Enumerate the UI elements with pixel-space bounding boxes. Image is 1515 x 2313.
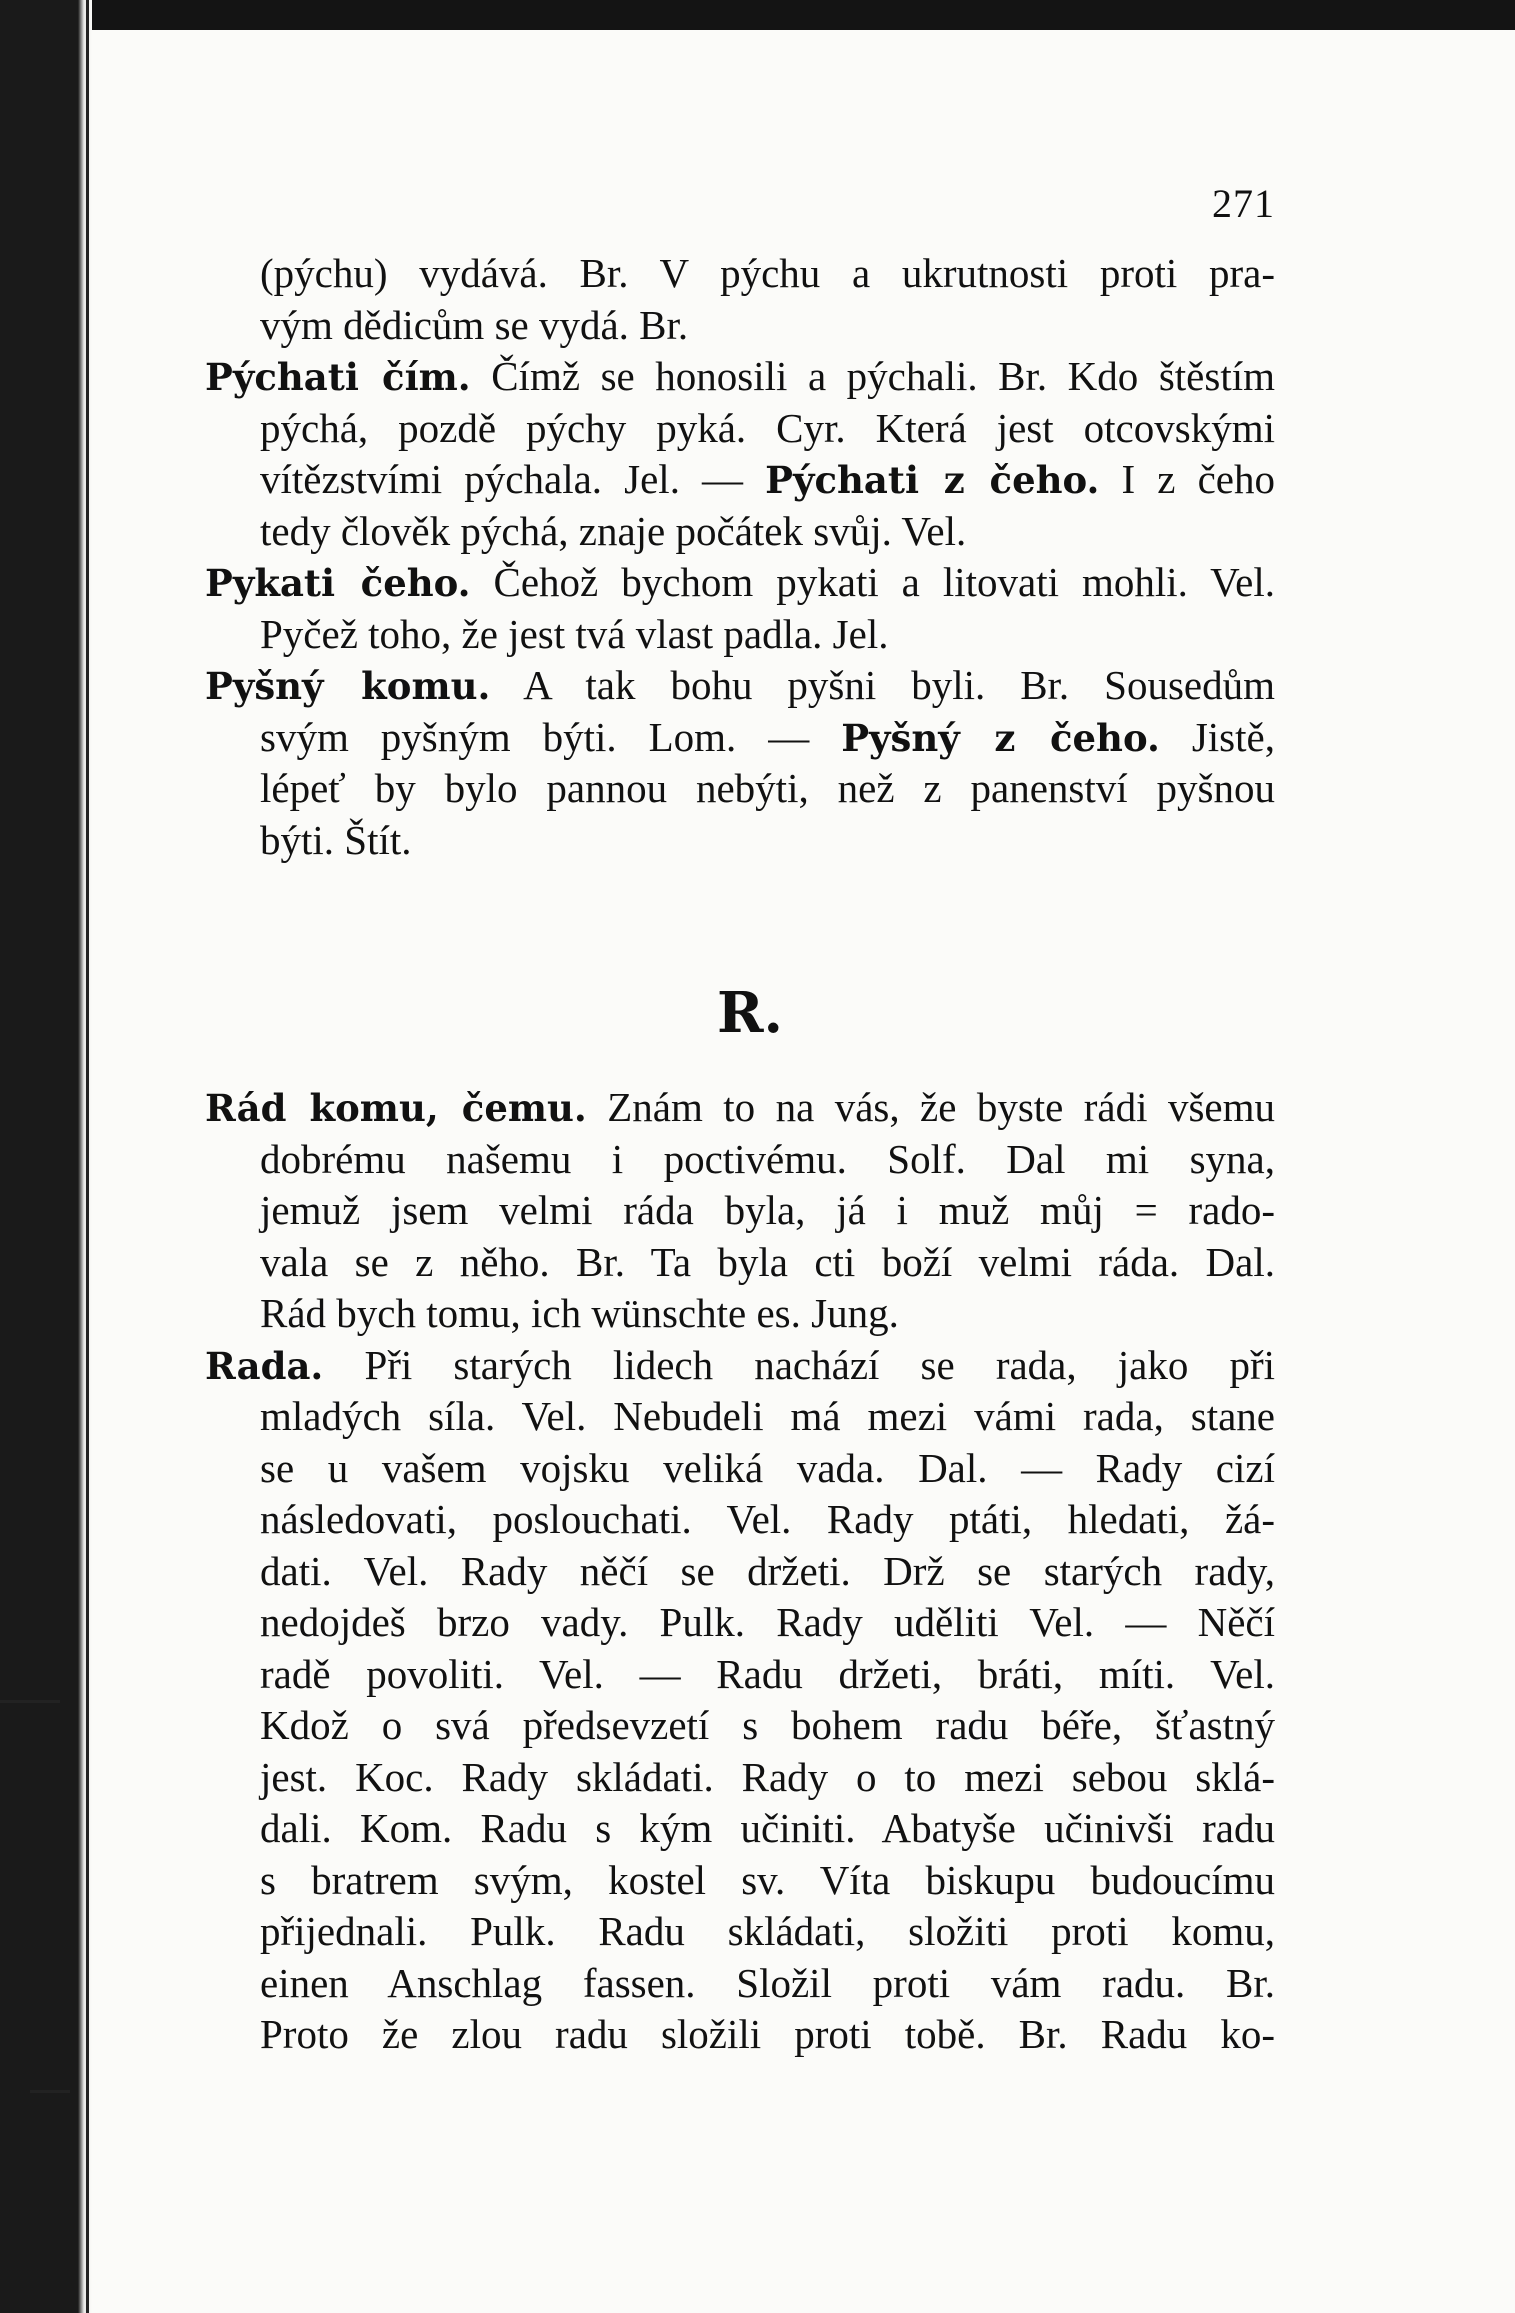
- text-line: [205, 1134, 1275, 1186]
- entry-headword: Pýchati z čeho.: [765, 458, 1100, 502]
- text-line: [205, 1855, 1275, 1907]
- text-run: býti. Štít.: [260, 816, 412, 863]
- text-run: Čímž se honosili a pýchali. Br. Kdo štěstím: [470, 353, 1275, 399]
- text-run: radě povoliti. Vel. — Radu držeti, bráti, míti. Vel.: [260, 1650, 1275, 1697]
- text-run: lépeť by bylo pannou nebýti, než z panenství pyšnou: [260, 765, 1275, 811]
- text-run: dobrému našemu i poctivému. Solf. Dal mi syna,: [260, 1135, 1275, 1182]
- text-line: [205, 1546, 1275, 1598]
- text-line: [205, 2009, 1275, 2061]
- text-line: [205, 660, 1275, 712]
- text-line: [205, 1340, 1275, 1392]
- text-line: [205, 403, 1275, 455]
- entries-p: [205, 248, 1275, 866]
- text-line: [205, 609, 1275, 661]
- text-run: jest. Koc. Rady skládati. Rady o to mezi sebou sklá-: [260, 1753, 1275, 1800]
- text-run: svým pyšným býti. Lom. —: [260, 713, 842, 760]
- entry-headword: Pyšný z čeho.: [841, 715, 1160, 760]
- text-line: [205, 1906, 1275, 1958]
- text-run: Rád bych tomu, ich wünschte es. Jung.: [260, 1290, 899, 1336]
- text-line: [205, 1443, 1275, 1495]
- text-run: se u vašem vojsku veliká vada. Dal. — Rady cizí: [260, 1444, 1275, 1491]
- text-line: [205, 506, 1275, 558]
- entry-headword: Rada.: [205, 1343, 324, 1388]
- text-line: [205, 763, 1275, 815]
- text-run: následovati, poslouchati. Vel. Rady ptáti, hledati, žá-: [260, 1496, 1275, 1542]
- text-line: [205, 1391, 1275, 1443]
- text-run: s bratrem svým, kostel sv. Víta biskupu budoucímu: [260, 1856, 1275, 1903]
- text-line: [205, 454, 1275, 506]
- entry-headword: Pýchati čím.: [205, 355, 471, 399]
- binding-edge: [86, 0, 89, 2313]
- entry-headword: Pykati čeho.: [205, 561, 471, 605]
- text-run: vala se z něho. Br. Ta byla cti boží velmi ráda. Dal.: [260, 1238, 1275, 1285]
- text-run: vým dědicům se vydá. Br.: [260, 301, 689, 348]
- text-run: (pýchu) vydává. Br. V pýchu a ukrutnosti proti pra-: [260, 250, 1275, 296]
- entry-headword: Pyšný komu.: [205, 664, 491, 708]
- edge-mark: [30, 2090, 70, 2093]
- text-line: [205, 1752, 1275, 1804]
- edge-mark: [0, 1700, 60, 1703]
- text-line: [205, 1494, 1275, 1546]
- text-line: [205, 1958, 1275, 2010]
- text-run: Jistě,: [1159, 713, 1275, 760]
- text-line: [205, 1082, 1275, 1134]
- text-line: [205, 248, 1275, 300]
- text-run: Znám to na vás, že byste rádi všemu: [586, 1084, 1275, 1130]
- entry-headword: Rád komu, čemu.: [205, 1086, 587, 1130]
- text-run: dali. Kom. Radu s kým učiniti. Abatyše učinivši radu: [260, 1805, 1275, 1851]
- text-run: Čehož bychom pykati a litovati mohli. Vel.: [470, 559, 1275, 605]
- text-line: [205, 1185, 1275, 1237]
- page-text: [205, 248, 1275, 2061]
- section-heading: R.: [716, 980, 784, 1046]
- text-line: [205, 1237, 1275, 1289]
- text-line: [205, 712, 1275, 764]
- text-run: tedy člověk pýchá, znaje počátek svůj. Vel.: [260, 507, 967, 554]
- text-run: mladých síla. Vel. Nebudeli má mezi vámi rada, stane: [260, 1393, 1275, 1439]
- text-run: A tak bohu pyšni byli. Br. Sousedům: [490, 662, 1275, 708]
- text-run: Při starých lidech nachází se rada, jako při: [323, 1341, 1275, 1388]
- text-run: vítězstvími pýchala. Jel. —: [260, 456, 766, 502]
- text-line: [205, 351, 1275, 403]
- text-run: jemuž jsem velmi ráda byla, já i muž můj = rado-: [260, 1187, 1275, 1233]
- text-line: [205, 1649, 1275, 1701]
- text-run: nedojdeš brzo vady. Pulk. Rady uděliti Vel. — Něčí: [260, 1599, 1275, 1645]
- text-run: einen Anschlag fassen. Složil proti vám radu. Br.: [260, 1959, 1275, 2006]
- text-line: [205, 1597, 1275, 1649]
- text-line: [205, 1288, 1275, 1340]
- text-run: dati. Vel. Rady něčí se držeti. Drž se starých rady,: [260, 1547, 1275, 1594]
- text-line: [205, 557, 1275, 609]
- text-run: Proto že zlou radu složili proti tobě. Br. Radu ko-: [260, 2011, 1275, 2057]
- page-number: 271: [1212, 181, 1275, 226]
- text-run: Kdož o svá předsevzetí s bohem radu béře, šťastný: [260, 1702, 1275, 1748]
- entries-r: [205, 1082, 1275, 2061]
- text-line: [205, 300, 1275, 352]
- text-line: [205, 1700, 1275, 1752]
- text-run: pýchá, pozdě pýchy pyká. Cyr. Která jest otcovskými: [260, 404, 1275, 451]
- text-run: přijednali. Pulk. Radu skládati, složiti proti komu,: [260, 1908, 1275, 1954]
- text-run: I z čeho: [1099, 456, 1275, 502]
- page-gutter: [0, 0, 92, 2313]
- text-line: [205, 1803, 1275, 1855]
- text-line: [205, 815, 1275, 867]
- text-run: Pyčež toho, že jest tvá vlast padla. Jel.: [260, 610, 889, 657]
